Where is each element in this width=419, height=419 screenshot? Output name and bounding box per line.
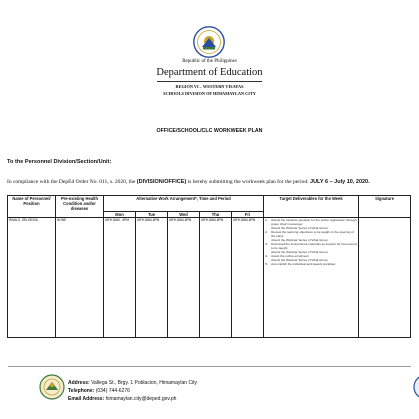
header-name-position: Name of Personnel/ Position (8, 196, 56, 218)
department-name: Department of Education (156, 67, 263, 78)
schedule-fri: WFH 8AM-5PM (232, 218, 264, 338)
schedule-mon: WFH 8AM - 5PM (104, 218, 136, 338)
signature-cell (359, 218, 411, 338)
list-item: 1. Attend the students question for the online registration through group chat/ messenger (265, 218, 357, 226)
document-title: OFFICE/SCHOOL/CLC WORKWEEK PLAN (156, 128, 263, 134)
compliance-period: JULY 6 – July 10, 2020. (310, 179, 370, 185)
target-deliverables-cell (264, 218, 359, 338)
list-item: 2. Review the learning objectives to be taught in the opening of the class. (265, 230, 354, 238)
region-label: REGION VI – WESTERN VISAYAS (175, 84, 244, 89)
division-logo (413, 374, 419, 400)
email-value: himamaylan.city@deped.gov.ph (105, 396, 177, 402)
telephone-value: (034) 744-6276 (95, 388, 130, 394)
header-target-deliverables: Target Deliverables for the Week (264, 196, 359, 218)
email-label: Email Address: (68, 396, 105, 402)
health-condition: NONE (56, 218, 104, 338)
list-item: Attend the Webinar Series of Vibal Group (271, 238, 328, 242)
table-row (8, 218, 411, 338)
compliance-office: (DIVISION/OFFICE) (136, 179, 187, 185)
personnel-name: RIMA G. SELGESIA (8, 218, 56, 338)
header-day-mon: Mon (104, 212, 136, 218)
schedule-tue: WFH 8AM-5PM (136, 218, 168, 338)
telephone-label: Telephone: (68, 388, 95, 394)
address-label: Address: (68, 380, 90, 386)
header-day-tue: Tue (136, 212, 168, 218)
division-label: SCHOOLS DIVISION OF HIMAMAYLAN CITY (163, 91, 256, 96)
header-alternative-work: Alternative Work Arrangement*, Time and Period (104, 196, 264, 212)
footer-contact (68, 379, 197, 403)
workweek-plan-table (7, 195, 411, 338)
deped-seal-logo (193, 26, 225, 58)
schedule-wed: WFH 8AM-5PM (168, 218, 200, 338)
compliance-statement (7, 179, 370, 185)
schedule-thu: WFH 8AM-5PM (200, 218, 232, 338)
list-item: 5. Accomplish the individual and weekly workplan (265, 262, 336, 266)
address-value: Vallega St., Brgy. 1 Poblacion, Himamaylan City (91, 380, 198, 386)
footer-divider (8, 366, 411, 367)
list-item: Attend the Webinar Series of Vibal Group (271, 250, 328, 254)
deped-logo (39, 374, 65, 400)
republic-label: Republic of the Philippines (182, 59, 237, 64)
list-item: 3. Download the instructional materials as support for the lessons to be taught (265, 242, 358, 250)
target-deliverables-list (265, 218, 357, 266)
compliance-mid: is hereby submitting the workweek plan for the period: (187, 179, 309, 185)
compliance-pre: In compliance with the DepEd Order No. 011, s. 2020, the (7, 179, 136, 185)
header-health-condition: Pre-existing Health Condition and/or diseases (56, 196, 104, 218)
list-item: 4. Assist the online enrollment (265, 254, 309, 258)
header-day-wed: Wed (168, 212, 200, 218)
header-day-fri: Fri (232, 212, 264, 218)
header-day-thu: Thu (200, 212, 232, 218)
header-signature: Signature (359, 196, 411, 218)
list-item: Attend the Webinar Series of Vibal Group (271, 258, 328, 262)
header-divider (157, 81, 262, 82)
addressee-line: To the Personnel Division/Section/Unit: (7, 159, 112, 165)
list-item: Attend the Webinar Series of Vibal Group (271, 226, 328, 230)
